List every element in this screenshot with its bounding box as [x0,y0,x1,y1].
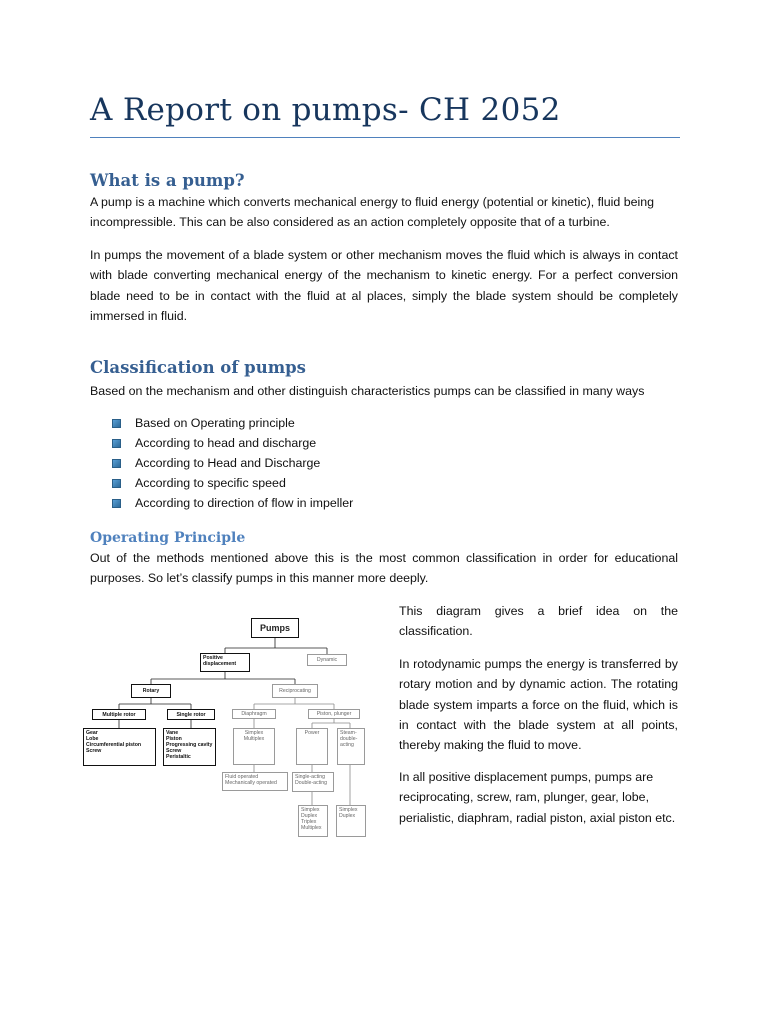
diagram-node-multiple-rotor: Multiple rotor [92,709,146,720]
diagram-item: acting [340,742,354,748]
paragraph-operating-intro: Out of the methods mentioned above this is the most common classification in order for educational purposes. So let’s classify pumps in this manner more deeply. [90,551,678,586]
list-item [112,433,353,453]
list-item [112,493,353,513]
diagram-item: Gear [86,730,98,736]
list-item-label: According to head and discharge [135,436,317,450]
diagram-item: Fluid operated [225,774,259,780]
diagram-node-power-types [298,805,328,837]
heading-operating-principle: Operating Principle [90,530,246,546]
heading-classification: Classification of pumps [90,358,306,377]
diagram-item: Triplex [301,819,317,825]
diagram-node-single-rotor: Single rotor [167,709,215,720]
diagram-node-dynamic: Dynamic [307,654,347,666]
diagram-item: double- [340,736,358,742]
diagram-item: Simplex [244,730,264,736]
classification-list [112,413,353,513]
diagram-node-reciprocating: Reciprocating [272,684,318,698]
title-underline [90,137,680,138]
definition-line-2: incompressible. This can be also considered as an action completely opposite that of a turbine. [90,215,610,230]
diagram-item: Simplex [339,807,358,813]
diagram-node-power: Power [296,728,328,765]
diagram-item: Simplex [301,807,320,813]
bullet-square-icon [112,499,121,508]
pump-classification-diagram [80,610,380,840]
list-item-label: According to specific speed [135,476,286,490]
list-item [112,453,353,473]
diagram-item: Circumferential piston [86,742,142,748]
bullet-square-icon [112,439,121,448]
list-item-label: According to direction of flow in impeller [135,496,354,510]
diagram-connectors [80,610,380,840]
diagram-node-single-rotor-types [163,728,216,766]
diagram-item: Screw [86,748,102,754]
diagram-node-fluid-mechanical [222,772,288,791]
bullet-square-icon [112,419,121,428]
diagram-item: Progressing cavity [166,742,213,748]
diagram-item: Vane [166,730,179,736]
diagram-item: Single-acting [295,774,325,780]
diagram-item: Screw [166,748,182,754]
diagram-node-steam-types [336,805,366,837]
diagram-item: Lobe [86,736,99,742]
list-item-label: Based on Operating principle [135,416,295,430]
bullet-square-icon [112,479,121,488]
diagram-item: Duplex [339,813,356,819]
paragraph-definition [90,192,678,233]
diagram-node-rotary: Rotary [131,684,171,698]
paragraph-blade-system: In pumps the movement of a blade system or other mechanism moves the fluid which is always in contact with blade converting mechanical energy of the mechanism to kinetic energy. For a perfect conversion blade need to be in contact with the fluid at al places, simply the blade system should be completely immersed in fluid. [90,248,678,323]
paragraph-diagram-caption: This diagram gives a brief idea on the classification. [399,604,678,639]
diagram-node-pumps: Pumps [251,618,299,638]
paragraph-positive-displacement: In all positive displacement pumps, pumps are reciprocating, screw, ram, plunger, gear, lobe, perialistic, diaphram, radial piston, axial piston etc. [399,770,676,825]
diagram-node-single-double-acting [292,772,334,792]
diagram-item: Double-acting [295,780,328,786]
page-title: A Report on pumps- CH 2052 [90,92,561,128]
diagram-node-diaphragm: Diaphragm [232,709,276,719]
bullet-square-icon [112,459,121,468]
diagram-node-multiple-rotor-types [83,728,156,766]
diagram-item: Multiplex [301,825,322,831]
list-item [112,473,353,493]
diagram-item: Peristaltic [166,754,191,760]
paragraph-classification-intro: Based on the mechanism and other distinguish characteristics pumps can be classified in many ways [90,384,645,398]
diagram-item: Piston [166,736,182,742]
diagram-item: Duplex [301,813,318,819]
list-item [112,413,353,433]
definition-line-1: A pump is a machine which converts mechanical energy to fluid energy (potential or kinetic), fluid being [90,195,655,209]
diagram-item: Steam- [340,730,357,736]
heading-what-is-a-pump: What is a pump? [90,171,245,190]
diagram-node-steam-double-acting [337,728,365,765]
diagram-item: Mechanically operated [225,780,277,786]
diagram-item: Multiplex [243,736,265,742]
list-item-label: According to Head and Discharge [135,456,321,470]
paragraph-rotodynamic: In rotodynamic pumps the energy is transferred by rotary motion and by dynamic action. The rotating blade system imparts a force on the fluid, which is in contact with the blade system at all points, thereby making the fluid to move. [399,657,678,753]
diagram-node-diaphragm-types [233,728,275,765]
diagram-node-piston-plunger: Piston, plunger [308,709,360,719]
diagram-node-positive-displacement: Positive displacement [200,653,250,672]
